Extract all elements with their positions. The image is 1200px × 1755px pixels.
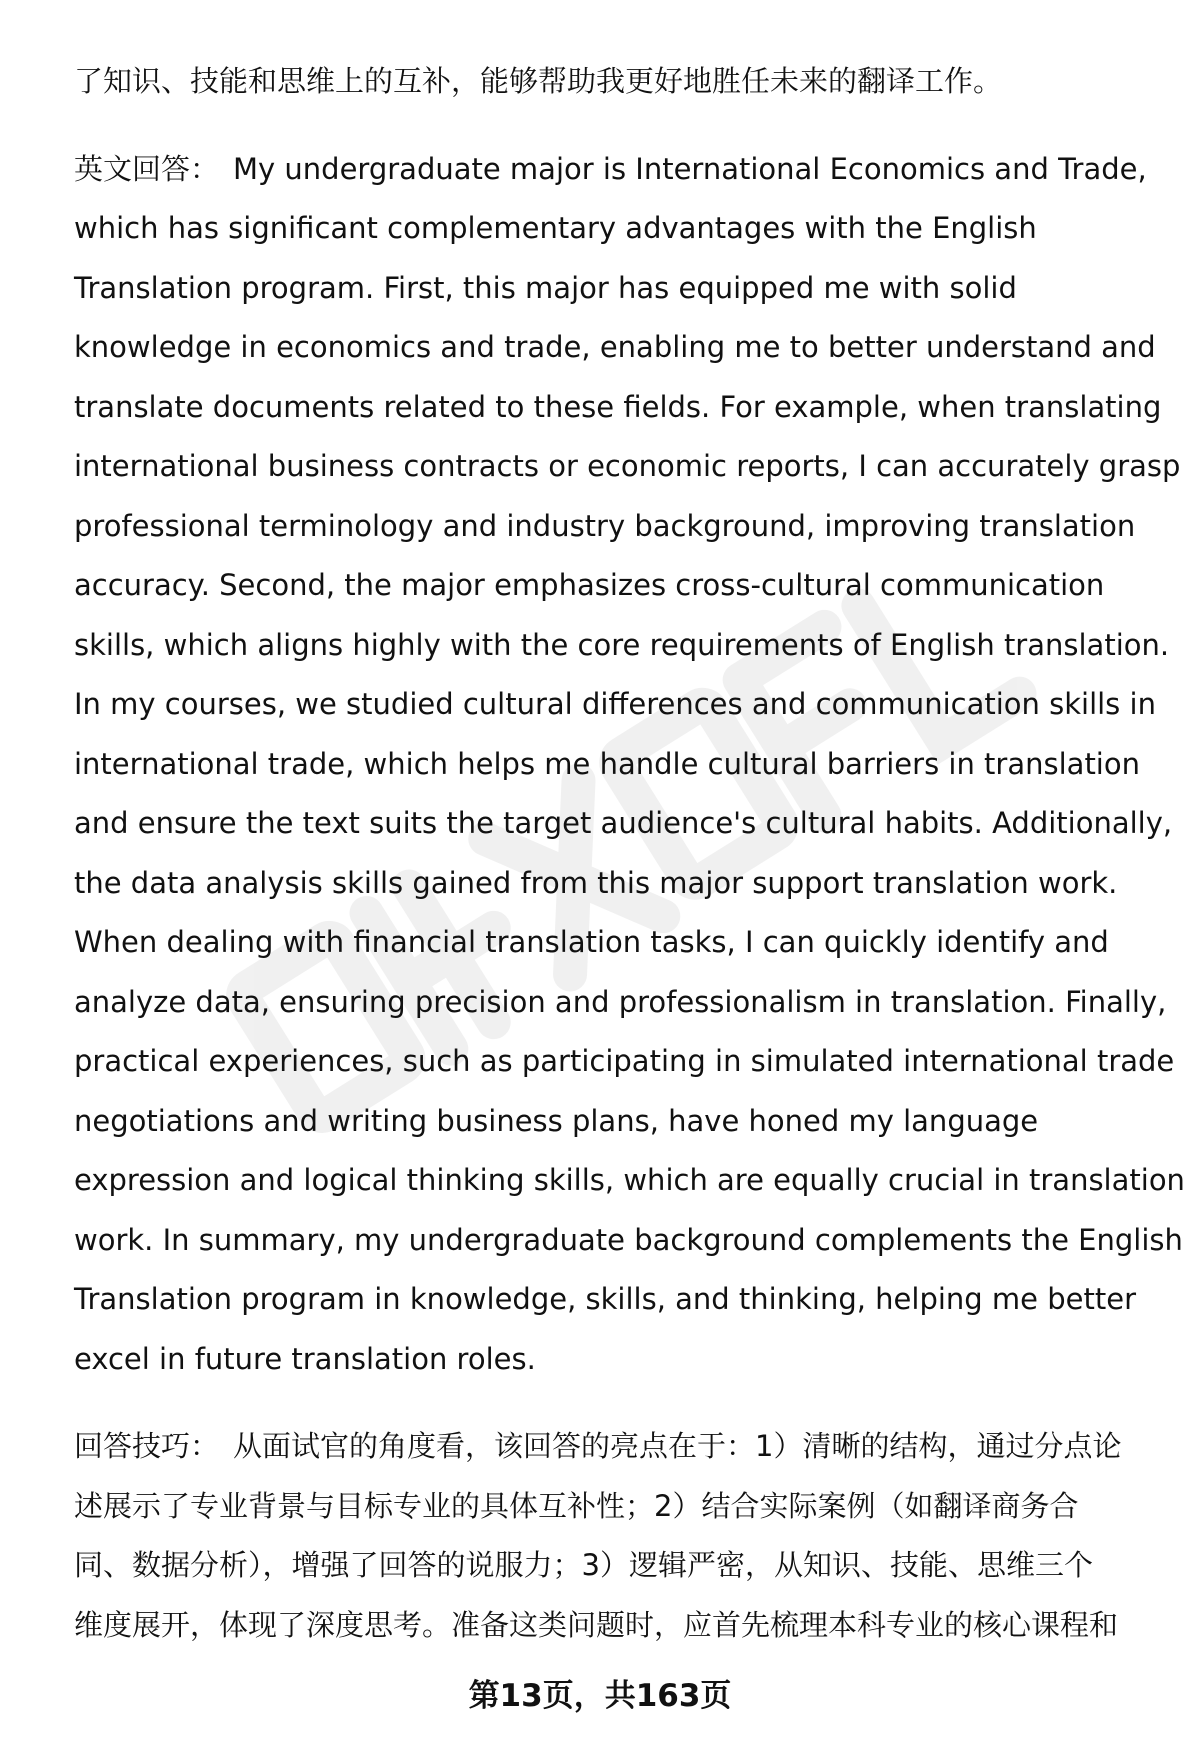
english-answer-line: analyze data, ensuring precision and professionalism in translation. Finally, (74, 984, 1167, 1019)
english-answer-line: international trade, which helps me handle cultural barriers in translation (74, 746, 1140, 781)
english-answer-line (74, 140, 1154, 200)
english-answer-line-text: My undergraduate major is International Economics and Trade, (233, 151, 1147, 186)
english-answer-line: and ensure the text suits the target audience's cultural habits. Additionally, (74, 806, 1173, 840)
english-answer-line: When dealing with financial translation tasks, I can quickly identify and (74, 925, 1109, 959)
english-answer-line: practical experiences, such as participating in simulated international trade (74, 1044, 1175, 1078)
english-answer-line: knowledge in economics and trade, enabling me to better understand and (74, 330, 1156, 364)
page-number: 第13页，共163页 (468, 1678, 732, 1714)
english-answer-line: which has significant complementary advantages with the English (74, 211, 1037, 245)
english-answer-line: Translation program in knowledge, skills, and thinking, helping me better (74, 1282, 1136, 1316)
english-answer-line: Translation program. First, this major has equipped me with solid (74, 270, 1017, 305)
tips-line (74, 1417, 1154, 1477)
tips-label: 回答技巧： (74, 1429, 220, 1463)
intro-line: 了知识、技能和思维上的互补，能够帮助我更好地胜任未来的翻译工作。 (74, 64, 1003, 98)
english-answer-line: work. In summary, my undergraduate background complements the English (74, 1222, 1183, 1257)
tips-line-text: 从面试官的角度看，该回答的亮点在于：1）清晰的结构，通过分点论 (233, 1429, 1122, 1463)
english-answer-line: In my courses, we studied cultural differences and communication skills in (74, 687, 1156, 721)
english-answer-paragraph (74, 140, 1185, 1390)
document-body (74, 52, 1185, 1655)
english-answer-line: excel in future translation roles. (74, 1341, 536, 1376)
english-answer-line: international business contracts or economic reports, I can accurately grasp (74, 449, 1181, 483)
tips-line: 维度展开，体现了深度思考。准备这类问题时，应首先梳理本科专业的核心课程和 (74, 1607, 1119, 1642)
tips-line: 同、数据分析），增强了回答的说服力；3）逻辑严密，从知识、技能、思维三个 (74, 1548, 1093, 1582)
tips-paragraph (74, 1417, 1154, 1655)
intro-paragraph (74, 52, 1154, 112)
english-answer-line: translate documents related to these fields. For example, when translating (74, 389, 1162, 424)
english-answer-line: negotiations and writing business plans, have honed my language (74, 1103, 1039, 1138)
english-answer-line: expression and logical thinking skills, which are equally crucial in translation (74, 1163, 1185, 1197)
english-answer-line: accuracy. Second, the major emphasizes cross-cultural communication (74, 568, 1105, 602)
english-answer-line: the data analysis skills gained from this major support translation work. (74, 865, 1118, 900)
tips-line: 述展示了专业背景与目标专业的具体互补性；2）结合实际案例（如翻译商务合 (74, 1488, 1079, 1523)
english-answer-label: 英文回答： (74, 151, 220, 186)
english-answer-line: skills, which aligns highly with the core requirements of English translation. (74, 627, 1170, 662)
english-answer-line: professional terminology and industry background, improving translation (74, 508, 1136, 543)
